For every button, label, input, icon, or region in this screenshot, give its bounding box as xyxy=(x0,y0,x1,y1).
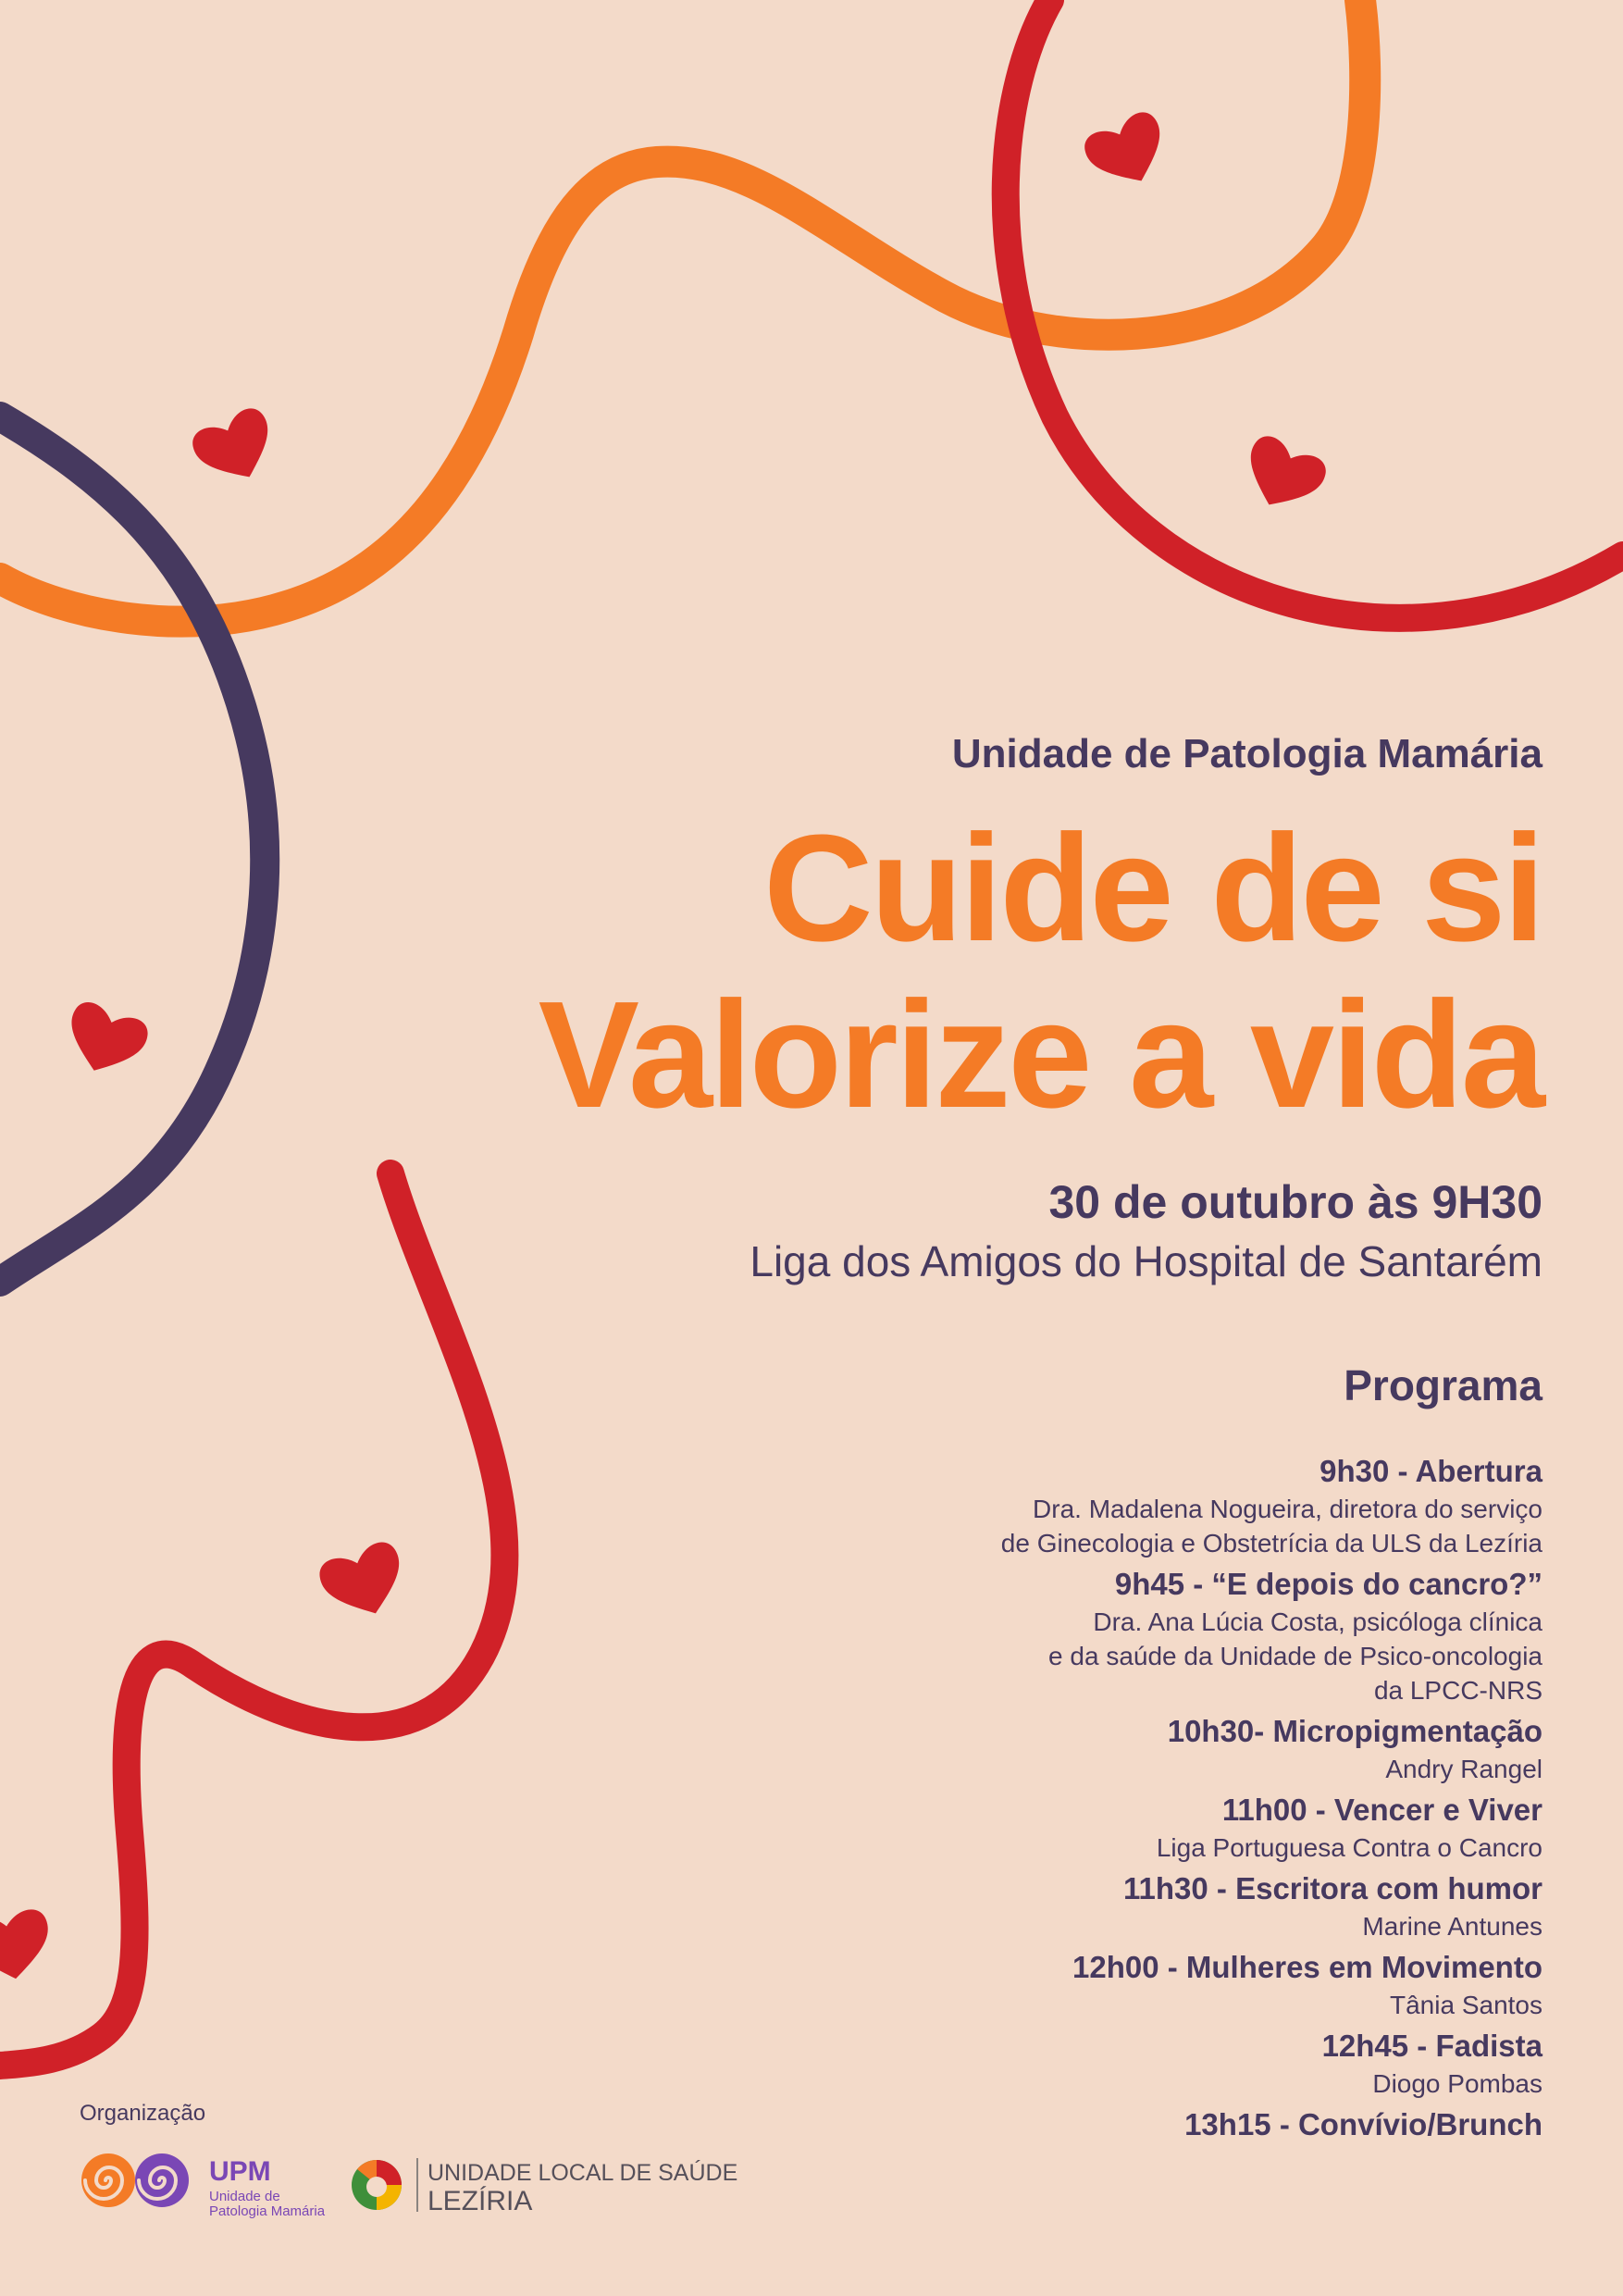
program-item-detail: Diogo Pombas xyxy=(1372,2069,1542,2098)
upm-name-line-2: Patologia Mamária xyxy=(209,2203,326,2219)
program-item-time: 11h00 - Vencer e Viver xyxy=(1221,1793,1542,1827)
upm-full-name xyxy=(209,2190,325,2219)
unit-subtitle: Unidade de Patologia Mamária xyxy=(951,731,1542,776)
program-item-detail: e da saúde da Unidade de Psico-oncologia xyxy=(1048,1642,1542,1670)
uls-name-line-2: LEZÍRIA xyxy=(427,2186,533,2216)
program-item xyxy=(710,1451,1542,1560)
title-line-2: Valorize a vida xyxy=(538,970,1542,1139)
logo-divider xyxy=(416,2158,418,2212)
event-date: 30 de outubro às 9H30 xyxy=(1048,1176,1542,1228)
program-title: Programa xyxy=(1344,1361,1542,1409)
program-item-detail: Dra. Ana Lúcia Costa, psicóloga clínica xyxy=(1093,1607,1542,1636)
program-item xyxy=(710,1868,1542,1943)
program-item-detail: Andry Rangel xyxy=(1385,1755,1542,1783)
program-item-time: 11h30 - Escritora com humor xyxy=(1123,1871,1542,1905)
uls-name-line-1: UNIDADE LOCAL DE SAÚDE xyxy=(427,2160,738,2186)
heart-icon xyxy=(57,998,152,1084)
program-item xyxy=(710,2104,1542,2145)
program-item-time: 10h30- Micropigmentação xyxy=(1167,1714,1542,1748)
program-item-detail: de Ginecologia e Obstetrícia da ULS da Lezíria xyxy=(1000,1529,1542,1558)
purple-line xyxy=(0,416,265,1282)
upm-abbreviation: UPM xyxy=(209,2156,271,2187)
organization-label: Organização xyxy=(80,2101,206,2126)
program-item-time: 12h00 - Mulheres em Movimento xyxy=(1072,1950,1542,1984)
program-item-detail: Dra. Madalena Nogueira, diretora do serviço xyxy=(1033,1495,1542,1523)
red-circle-line xyxy=(1006,0,1623,618)
program-item-time: 12h45 - Fadista xyxy=(1321,2029,1542,2063)
heart-icon xyxy=(188,403,285,493)
heart-icon xyxy=(0,1907,56,1986)
program-list xyxy=(710,1451,1542,2149)
program-item xyxy=(710,2026,1542,2101)
program-item xyxy=(710,1790,1542,1865)
program-item-detail: Liga Portuguesa Contra o Cancro xyxy=(1156,1833,1542,1862)
title-line-1: Cuide de si xyxy=(763,803,1542,973)
event-venue: Liga dos Amigos do Hospital de Santarém xyxy=(750,1237,1542,1285)
heart-icon xyxy=(1233,431,1331,521)
red-wave-line xyxy=(0,1173,504,2066)
upm-spiral-logo-icon xyxy=(80,2150,191,2211)
program-item-detail: Tânia Santos xyxy=(1390,1991,1542,2019)
uls-leziria-logo-icon xyxy=(350,2158,403,2212)
program-item-time: 9h45 - “E depois do cancro?” xyxy=(1114,1567,1542,1601)
program-item xyxy=(710,1564,1542,1707)
program-item-time: 13h15 - Convívio/Brunch xyxy=(1184,2107,1542,2141)
program-item-time: 9h30 - Abertura xyxy=(1319,1454,1542,1488)
upm-name-line-1: Unidade de xyxy=(209,2189,280,2204)
program-item xyxy=(710,1711,1542,1786)
heart-icon xyxy=(315,1538,414,1628)
program-item xyxy=(710,1947,1542,2022)
program-item-detail: da LPCC-NRS xyxy=(1373,1676,1542,1705)
heart-icon xyxy=(1080,107,1177,197)
program-item-detail: Marine Antunes xyxy=(1362,1912,1542,1941)
